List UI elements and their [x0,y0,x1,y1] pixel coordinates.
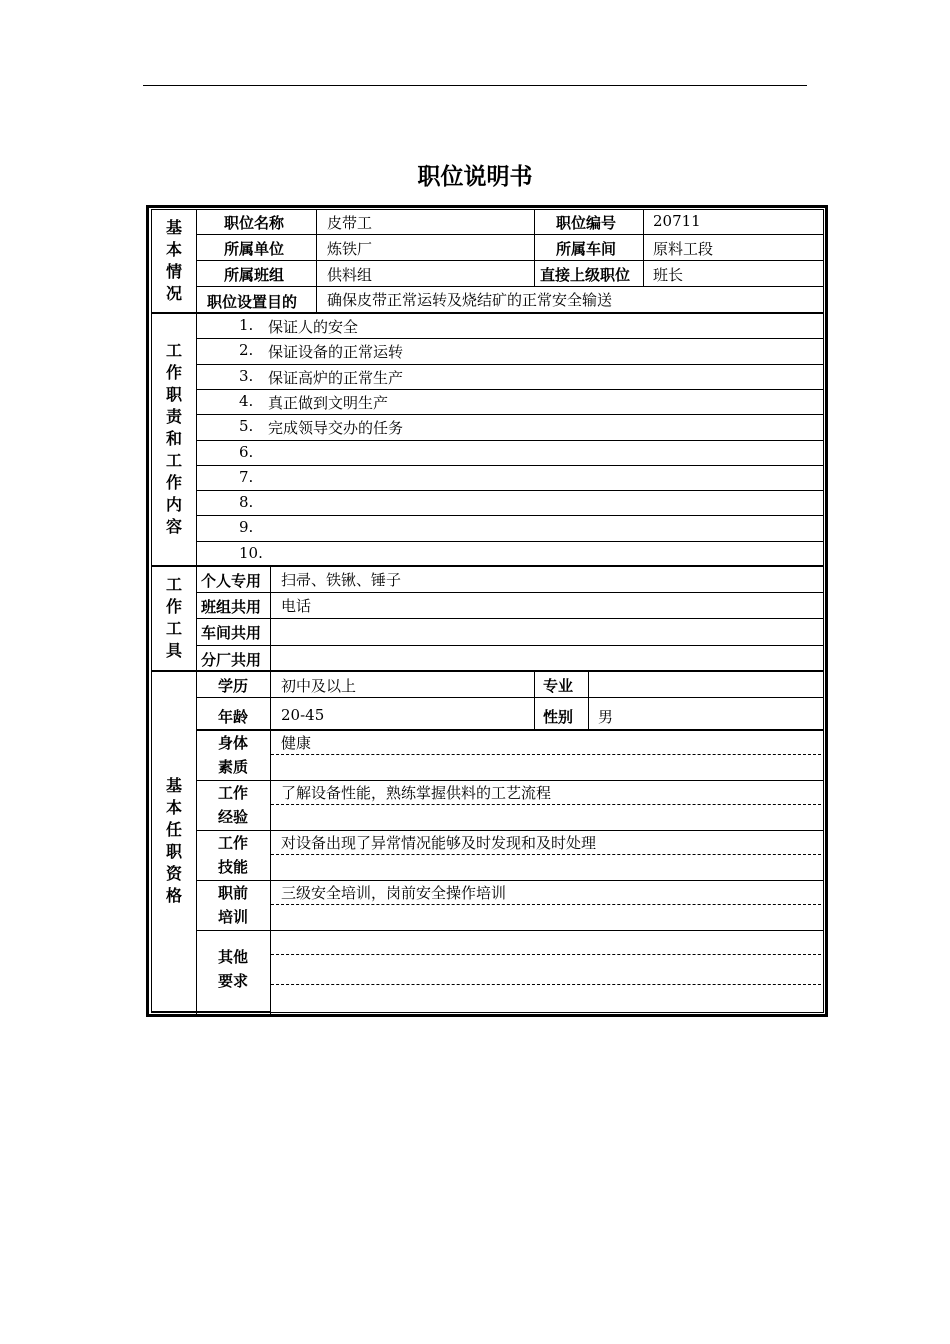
tool-label: 个人专用 [201,572,262,590]
gender-value: 男 [598,708,614,726]
grid-line [196,780,823,781]
position-name-value: 皮带工 [327,214,373,232]
dashed-line [271,904,821,905]
duty-text: 保证人的安全 [268,318,359,336]
grid-line [196,440,823,441]
qualification-label: 技能 [218,858,249,876]
duty-number: 4. [239,392,254,410]
position-code-label: 职位编号 [556,214,617,232]
section-label-char: 工 [165,619,182,638]
section-label-char: 资 [165,864,182,883]
section-label-char: 本 [165,240,182,259]
team-value: 供料组 [327,266,373,284]
qualification-value: 对设备出现了异常情况能够及时发现和及时处理 [281,834,597,852]
grid-line [196,830,823,831]
duty-number: 3. [239,367,254,385]
section-label-char: 况 [165,284,182,303]
grid-line [196,645,823,646]
duty-text: 保证设备的正常运转 [268,343,404,361]
grid-line [196,490,823,491]
section-label-char: 作 [165,597,182,616]
section-label-char: 情 [165,262,182,281]
dashed-line [271,854,821,855]
duty-number: 1. [239,316,254,334]
qualification-value: 健康 [281,734,312,752]
grid-line [196,234,823,235]
duty-number: 7. [239,468,254,486]
section-label-char: 格 [165,886,182,905]
section-label-char: 职 [165,842,182,861]
section-label-char: 任 [165,820,182,839]
dashed-line [271,754,821,755]
grid-line [196,260,823,261]
grid-line [196,541,823,542]
qualification-label: 其他 [218,948,249,966]
grid-line [196,414,823,415]
grid-line [152,565,823,567]
dashed-line [271,984,821,985]
duty-text: 保证高炉的正常生产 [268,369,404,387]
grid-line [196,515,823,516]
age-label: 年龄 [218,708,249,726]
section-label-basic [152,210,196,312]
education-value: 初中及以上 [281,677,357,695]
unit-value: 炼铁厂 [327,240,373,258]
qualification-label: 身体 [218,734,249,752]
duty-number: 6. [239,443,254,461]
workshop-label: 所属车间 [556,240,617,258]
grid-line [196,880,823,881]
section-label-char: 作 [165,473,182,492]
grid-line [196,592,823,593]
grid-line [270,1012,823,1013]
section-label-char: 职 [165,385,182,404]
grid-line [196,697,823,698]
tool-value: 扫帚、铁锹、锤子 [281,571,402,589]
workshop-value: 原料工段 [653,240,714,258]
grid-line [196,930,823,931]
section-label-char: 工 [165,451,182,470]
header-rule [143,85,807,86]
section-label-char: 作 [165,363,182,382]
age-value: 20-45 [281,706,325,724]
superior-value: 班长 [653,266,684,284]
section-label-char: 容 [165,517,182,536]
major-label: 专业 [543,677,574,695]
grid-line [196,465,823,466]
section-label-char: 责 [165,407,182,426]
dashed-line [271,804,821,805]
qualification-value: 了解设备性能，熟练掌握供料的工艺流程 [281,784,552,802]
section-label-char: 具 [165,641,182,660]
grid-line [643,210,644,286]
grid-line [588,671,589,729]
qualification-label: 工作 [218,784,249,802]
dashed-line [271,954,821,955]
grid-line [196,364,823,365]
grid-line [534,671,535,729]
education-label: 学历 [218,677,249,695]
tool-label: 班组共用 [201,598,262,616]
qualification-label: 要求 [218,972,249,990]
duty-number: 5. [239,417,254,435]
grid-line [196,210,197,1015]
grid-line [196,338,823,339]
grid-line [316,210,317,312]
section-label-char: 工 [165,341,182,360]
section-label-char: 工 [165,575,182,594]
document-title: 职位说明书 [417,164,533,190]
grid-line [152,312,823,314]
grid-line [270,671,271,1015]
qualification-value: 三级安全培训，岗前安全操作培训 [281,884,507,902]
grid-line [534,210,535,286]
tool-value: 电话 [281,597,312,615]
grid-line [196,730,823,731]
section-label-char: 基 [165,776,182,795]
qualification-label: 职前 [218,884,249,902]
section-label-char: 本 [165,798,182,817]
section-label-char: 内 [165,495,182,514]
section-label-tools [152,566,196,670]
tool-label: 车间共用 [201,624,262,642]
duty-number: 8. [239,493,254,511]
section-label-duties [152,313,196,565]
purpose-label: 职位设置目的 [207,293,298,311]
purpose-value: 确保皮带正常运转及烧结矿的正常安全输送 [327,291,613,309]
gender-label: 性别 [543,708,574,726]
position-name-label: 职位名称 [224,214,285,232]
section-label-qualifications [152,671,196,1011]
duty-number: 2. [239,341,254,359]
unit-label: 所属单位 [224,240,285,258]
grid-line [196,618,823,619]
team-label: 所属班组 [224,266,285,284]
position-code-value: 20711 [653,212,701,230]
tool-label: 分厂共用 [201,651,262,669]
grid-line [196,389,823,390]
duty-number: 10. [239,544,263,562]
grid-line [152,1011,270,1013]
qualification-label: 经验 [218,808,249,826]
grid-line [196,286,823,287]
grid-line [152,670,823,672]
duty-text: 真正做到文明生产 [268,394,389,412]
qualification-label: 素质 [218,758,249,776]
qualification-label: 工作 [218,834,249,852]
section-label-char: 基 [165,218,182,237]
duty-number: 9. [239,518,254,536]
superior-label: 直接上级职位 [540,266,631,284]
section-label-char: 和 [165,429,182,448]
qualification-label: 培训 [218,908,249,926]
duty-text: 完成领导交办的任务 [268,419,404,437]
